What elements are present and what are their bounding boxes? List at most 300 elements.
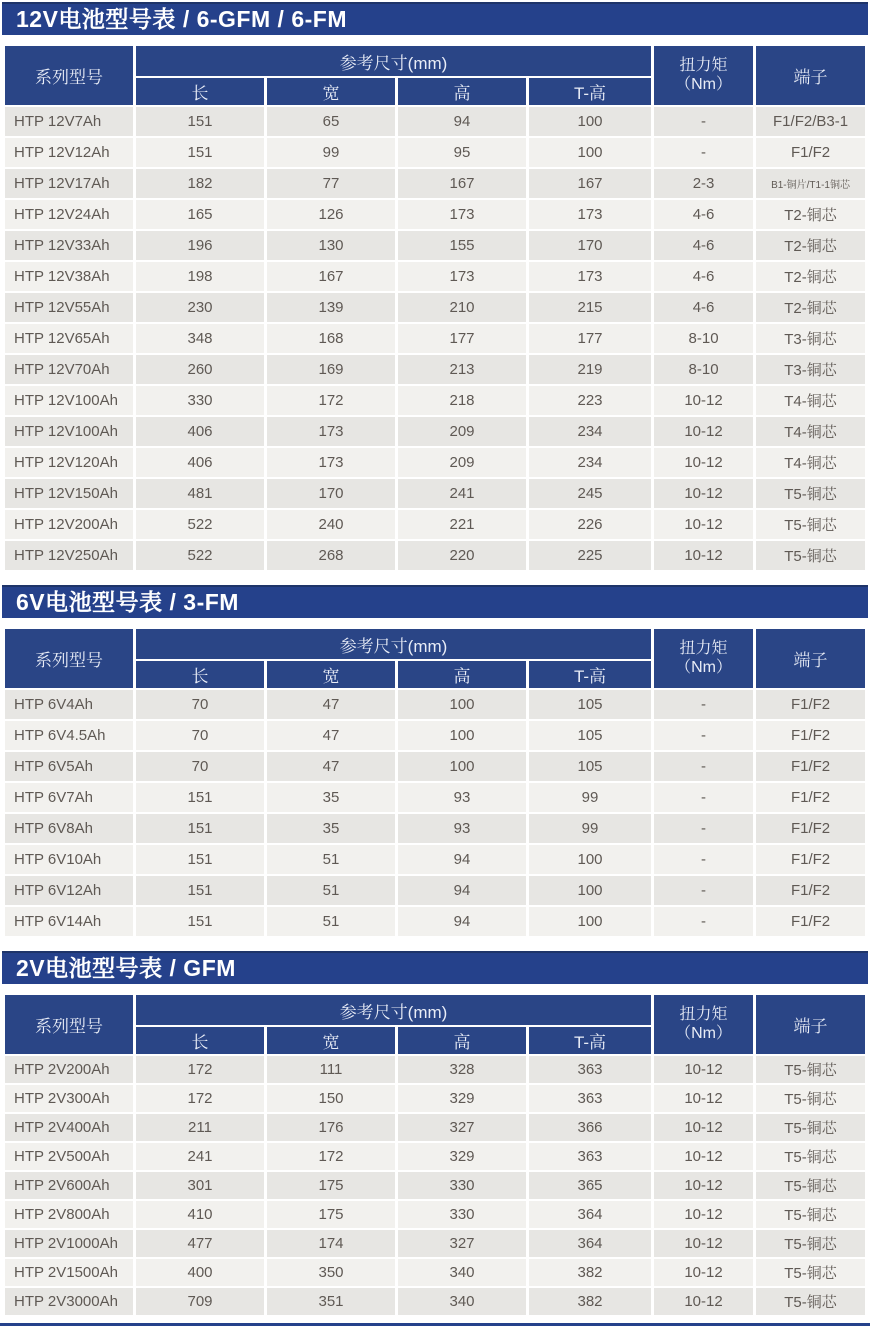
col-header-terminal: 端子 bbox=[756, 995, 865, 1054]
table-row bbox=[5, 386, 865, 415]
height-cell: 330 bbox=[398, 1201, 526, 1228]
t-height-cell: 225 bbox=[529, 541, 651, 570]
length-cell: 230 bbox=[136, 293, 264, 322]
height-cell: 220 bbox=[398, 541, 526, 570]
torque-cell: 10-12 bbox=[654, 510, 753, 539]
table-row bbox=[5, 293, 865, 322]
width-cell: 350 bbox=[267, 1259, 395, 1286]
terminal-cell: T4-铜芯 bbox=[756, 417, 865, 446]
section-title-2v: 2V电池型号表 / GFM bbox=[2, 951, 868, 984]
spec-table-12v bbox=[2, 44, 868, 572]
model-cell: HTP 2V1500Ah bbox=[5, 1259, 133, 1286]
torque-label-line2: （Nm） bbox=[675, 1024, 732, 1042]
width-cell: 150 bbox=[267, 1085, 395, 1112]
height-cell: 329 bbox=[398, 1143, 526, 1170]
length-cell: 151 bbox=[136, 814, 264, 843]
terminal-cell: T4-铜芯 bbox=[756, 448, 865, 477]
terminal-cell: T5-铜芯 bbox=[756, 1056, 865, 1083]
width-cell: 111 bbox=[267, 1056, 395, 1083]
table-header bbox=[5, 995, 865, 1054]
t-height-cell: 219 bbox=[529, 355, 651, 384]
height-cell: 173 bbox=[398, 262, 526, 291]
width-cell: 351 bbox=[267, 1288, 395, 1315]
width-cell: 51 bbox=[267, 876, 395, 905]
t-height-cell: 170 bbox=[529, 231, 651, 260]
torque-cell: 8-10 bbox=[654, 324, 753, 353]
section-title-12v: 12V电池型号表 / 6-GFM / 6-FM bbox=[2, 2, 868, 35]
terminal-cell: T5-铜芯 bbox=[756, 1230, 865, 1257]
torque-cell: - bbox=[654, 107, 753, 136]
terminal-cell: F1/F2 bbox=[756, 752, 865, 781]
length-cell: 172 bbox=[136, 1056, 264, 1083]
table-row bbox=[5, 1056, 865, 1083]
table-row bbox=[5, 876, 865, 905]
length-cell: 70 bbox=[136, 690, 264, 719]
height-cell: 100 bbox=[398, 752, 526, 781]
torque-cell: - bbox=[654, 690, 753, 719]
col-header-height: 高 bbox=[398, 1027, 526, 1054]
height-cell: 328 bbox=[398, 1056, 526, 1083]
t-height-cell: 105 bbox=[529, 690, 651, 719]
table-row bbox=[5, 138, 865, 167]
width-cell: 51 bbox=[267, 845, 395, 874]
table-row bbox=[5, 200, 865, 229]
torque-cell: - bbox=[654, 783, 753, 812]
torque-cell: 4-6 bbox=[654, 200, 753, 229]
terminal-cell: T2-铜芯 bbox=[756, 231, 865, 260]
section-6v bbox=[2, 585, 868, 938]
t-height-cell: 173 bbox=[529, 200, 651, 229]
terminal-cell: T5-铜芯 bbox=[756, 510, 865, 539]
table-body bbox=[5, 1056, 865, 1315]
model-cell: HTP 6V14Ah bbox=[5, 907, 133, 936]
model-cell: HTP 12V70Ah bbox=[5, 355, 133, 384]
length-cell: 196 bbox=[136, 231, 264, 260]
terminal-cell: F1/F2 bbox=[756, 721, 865, 750]
model-cell: HTP 6V12Ah bbox=[5, 876, 133, 905]
model-cell: HTP 12V100Ah bbox=[5, 386, 133, 415]
table-row bbox=[5, 1259, 865, 1286]
height-cell: 94 bbox=[398, 907, 526, 936]
col-header-t-height: T-高 bbox=[529, 661, 651, 688]
torque-cell: 10-12 bbox=[654, 541, 753, 570]
table-row bbox=[5, 752, 865, 781]
col-header-t-height: T-高 bbox=[529, 78, 651, 105]
model-cell: HTP 6V7Ah bbox=[5, 783, 133, 812]
t-height-cell: 364 bbox=[529, 1201, 651, 1228]
model-cell: HTP 2V600Ah bbox=[5, 1172, 133, 1199]
terminal-cell: T5-铜芯 bbox=[756, 1172, 865, 1199]
width-cell: 47 bbox=[267, 690, 395, 719]
height-cell: 93 bbox=[398, 814, 526, 843]
length-cell: 709 bbox=[136, 1288, 264, 1315]
model-cell: HTP 6V5Ah bbox=[5, 752, 133, 781]
spec-table-6v bbox=[2, 627, 868, 938]
length-cell: 522 bbox=[136, 510, 264, 539]
table-row bbox=[5, 169, 865, 198]
height-cell: 100 bbox=[398, 690, 526, 719]
t-height-cell: 363 bbox=[529, 1085, 651, 1112]
torque-label-line1: 扭力矩 bbox=[679, 640, 728, 658]
terminal-cell: T3-铜芯 bbox=[756, 324, 865, 353]
torque-cell: 2-3 bbox=[654, 169, 753, 198]
terminal-cell: T5-铜芯 bbox=[756, 1114, 865, 1141]
table-row bbox=[5, 1201, 865, 1228]
length-cell: 348 bbox=[136, 324, 264, 353]
torque-cell: - bbox=[654, 138, 753, 167]
width-cell: 176 bbox=[267, 1114, 395, 1141]
terminal-cell: F1/F2 bbox=[756, 814, 865, 843]
model-cell: HTP 12V33Ah bbox=[5, 231, 133, 260]
model-cell: HTP 6V4Ah bbox=[5, 690, 133, 719]
torque-cell: - bbox=[654, 876, 753, 905]
section-2v bbox=[2, 951, 868, 1317]
t-height-cell: 223 bbox=[529, 386, 651, 415]
terminal-cell: F1/F2 bbox=[756, 138, 865, 167]
terminal-cell: T3-铜芯 bbox=[756, 355, 865, 384]
model-cell: HTP 6V4.5Ah bbox=[5, 721, 133, 750]
model-cell: HTP 12V100Ah bbox=[5, 417, 133, 446]
t-height-cell: 363 bbox=[529, 1143, 651, 1170]
width-cell: 65 bbox=[267, 107, 395, 136]
width-cell: 47 bbox=[267, 752, 395, 781]
height-cell: 213 bbox=[398, 355, 526, 384]
terminal-cell: F1/F2 bbox=[756, 783, 865, 812]
spec-table-2v bbox=[2, 993, 868, 1317]
width-cell: 174 bbox=[267, 1230, 395, 1257]
t-height-cell: 100 bbox=[529, 876, 651, 905]
table-row bbox=[5, 845, 865, 874]
terminal-cell: T2-铜芯 bbox=[756, 262, 865, 291]
height-cell: 340 bbox=[398, 1288, 526, 1315]
table-row bbox=[5, 907, 865, 936]
t-height-cell: 366 bbox=[529, 1114, 651, 1141]
t-height-cell: 226 bbox=[529, 510, 651, 539]
col-header-terminal: 端子 bbox=[756, 46, 865, 105]
table-row bbox=[5, 783, 865, 812]
table-row bbox=[5, 1143, 865, 1170]
height-cell: 329 bbox=[398, 1085, 526, 1112]
terminal-cell: T5-铜芯 bbox=[756, 1143, 865, 1170]
length-cell: 211 bbox=[136, 1114, 264, 1141]
length-cell: 406 bbox=[136, 448, 264, 477]
width-cell: 35 bbox=[267, 783, 395, 812]
torque-cell: 10-12 bbox=[654, 1143, 753, 1170]
t-height-cell: 382 bbox=[529, 1288, 651, 1315]
terminal-cell: T5-铜芯 bbox=[756, 1259, 865, 1286]
torque-cell: - bbox=[654, 721, 753, 750]
section-title-6v: 6V电池型号表 / 3-FM bbox=[2, 585, 868, 618]
terminal-cell: T4-铜芯 bbox=[756, 386, 865, 415]
t-height-cell: 105 bbox=[529, 721, 651, 750]
torque-cell: 10-12 bbox=[654, 1259, 753, 1286]
terminal-cell: T5-铜芯 bbox=[756, 1201, 865, 1228]
table-row bbox=[5, 510, 865, 539]
col-header-height: 高 bbox=[398, 78, 526, 105]
width-cell: 126 bbox=[267, 200, 395, 229]
t-height-cell: 100 bbox=[529, 845, 651, 874]
torque-cell: 10-12 bbox=[654, 1056, 753, 1083]
length-cell: 241 bbox=[136, 1143, 264, 1170]
table-row bbox=[5, 448, 865, 477]
height-cell: 94 bbox=[398, 876, 526, 905]
width-cell: 173 bbox=[267, 417, 395, 446]
height-cell: 93 bbox=[398, 783, 526, 812]
height-cell: 209 bbox=[398, 417, 526, 446]
table-row bbox=[5, 107, 865, 136]
torque-cell: 10-12 bbox=[654, 1114, 753, 1141]
length-cell: 151 bbox=[136, 138, 264, 167]
torque-cell: - bbox=[654, 814, 753, 843]
height-cell: 210 bbox=[398, 293, 526, 322]
table-row bbox=[5, 231, 865, 260]
terminal-cell: T5-铜芯 bbox=[756, 541, 865, 570]
length-cell: 151 bbox=[136, 907, 264, 936]
width-cell: 167 bbox=[267, 262, 395, 291]
length-cell: 151 bbox=[136, 107, 264, 136]
width-cell: 173 bbox=[267, 448, 395, 477]
height-cell: 94 bbox=[398, 107, 526, 136]
model-cell: HTP 2V300Ah bbox=[5, 1085, 133, 1112]
height-cell: 100 bbox=[398, 721, 526, 750]
t-height-cell: 382 bbox=[529, 1259, 651, 1286]
height-cell: 209 bbox=[398, 448, 526, 477]
table-row bbox=[5, 355, 865, 384]
height-cell: 94 bbox=[398, 845, 526, 874]
length-cell: 410 bbox=[136, 1201, 264, 1228]
model-cell: HTP 2V1000Ah bbox=[5, 1230, 133, 1257]
table-header bbox=[5, 46, 865, 105]
model-cell: HTP 12V17Ah bbox=[5, 169, 133, 198]
col-header-terminal: 端子 bbox=[756, 629, 865, 688]
t-height-cell: 105 bbox=[529, 752, 651, 781]
col-header-length: 长 bbox=[136, 78, 264, 105]
length-cell: 151 bbox=[136, 876, 264, 905]
col-header-torque bbox=[654, 629, 753, 688]
length-cell: 172 bbox=[136, 1085, 264, 1112]
col-header-dimensions: 参考尺寸(mm) bbox=[136, 995, 651, 1025]
table-row bbox=[5, 417, 865, 446]
width-cell: 172 bbox=[267, 1143, 395, 1170]
col-header-dimensions: 参考尺寸(mm) bbox=[136, 46, 651, 76]
terminal-cell: T5-铜芯 bbox=[756, 479, 865, 508]
torque-cell: 10-12 bbox=[654, 417, 753, 446]
torque-label-line1: 扭力矩 bbox=[679, 57, 728, 75]
terminal-cell: F1/F2 bbox=[756, 690, 865, 719]
t-height-cell: 100 bbox=[529, 138, 651, 167]
t-height-cell: 177 bbox=[529, 324, 651, 353]
length-cell: 70 bbox=[136, 752, 264, 781]
table-body bbox=[5, 107, 865, 570]
terminal-cell: T5-铜芯 bbox=[756, 1288, 865, 1315]
col-header-model: 系列型号 bbox=[5, 995, 133, 1054]
length-cell: 481 bbox=[136, 479, 264, 508]
model-cell: HTP 12V150Ah bbox=[5, 479, 133, 508]
model-cell: HTP 2V400Ah bbox=[5, 1114, 133, 1141]
torque-cell: 4-6 bbox=[654, 293, 753, 322]
torque-cell: 8-10 bbox=[654, 355, 753, 384]
length-cell: 198 bbox=[136, 262, 264, 291]
torque-cell: 10-12 bbox=[654, 479, 753, 508]
width-cell: 47 bbox=[267, 721, 395, 750]
model-cell: HTP 12V38Ah bbox=[5, 262, 133, 291]
table-row bbox=[5, 1085, 865, 1112]
width-cell: 175 bbox=[267, 1201, 395, 1228]
col-header-width: 宽 bbox=[267, 1027, 395, 1054]
torque-cell: - bbox=[654, 752, 753, 781]
table-row bbox=[5, 262, 865, 291]
width-cell: 169 bbox=[267, 355, 395, 384]
table-row bbox=[5, 1172, 865, 1199]
length-cell: 151 bbox=[136, 783, 264, 812]
length-cell: 522 bbox=[136, 541, 264, 570]
length-cell: 260 bbox=[136, 355, 264, 384]
width-cell: 168 bbox=[267, 324, 395, 353]
t-height-cell: 363 bbox=[529, 1056, 651, 1083]
table-row bbox=[5, 721, 865, 750]
width-cell: 268 bbox=[267, 541, 395, 570]
height-cell: 340 bbox=[398, 1259, 526, 1286]
width-cell: 77 bbox=[267, 169, 395, 198]
table-row bbox=[5, 1288, 865, 1315]
model-cell: HTP 2V3000Ah bbox=[5, 1288, 133, 1315]
model-cell: HTP 2V500Ah bbox=[5, 1143, 133, 1170]
width-cell: 170 bbox=[267, 479, 395, 508]
torque-cell: 10-12 bbox=[654, 1230, 753, 1257]
col-header-length: 长 bbox=[136, 1027, 264, 1054]
terminal-cell: F1/F2 bbox=[756, 845, 865, 874]
length-cell: 477 bbox=[136, 1230, 264, 1257]
torque-cell: 10-12 bbox=[654, 1085, 753, 1112]
model-cell: HTP 12V200Ah bbox=[5, 510, 133, 539]
table-row bbox=[5, 1114, 865, 1141]
table-row bbox=[5, 1230, 865, 1257]
t-height-cell: 364 bbox=[529, 1230, 651, 1257]
t-height-cell: 100 bbox=[529, 107, 651, 136]
col-header-t-height: T-高 bbox=[529, 1027, 651, 1054]
t-height-cell: 99 bbox=[529, 814, 651, 843]
col-header-width: 宽 bbox=[267, 661, 395, 688]
table-row bbox=[5, 324, 865, 353]
torque-label-line2: （Nm） bbox=[675, 75, 732, 93]
length-cell: 70 bbox=[136, 721, 264, 750]
height-cell: 241 bbox=[398, 479, 526, 508]
torque-cell: 10-12 bbox=[654, 386, 753, 415]
model-cell: HTP 6V8Ah bbox=[5, 814, 133, 843]
t-height-cell: 173 bbox=[529, 262, 651, 291]
height-cell: 327 bbox=[398, 1114, 526, 1141]
table-row bbox=[5, 814, 865, 843]
height-cell: 155 bbox=[398, 231, 526, 260]
torque-label-line2: （Nm） bbox=[675, 658, 732, 676]
model-cell: HTP 2V200Ah bbox=[5, 1056, 133, 1083]
torque-label-line1: 扭力矩 bbox=[679, 1006, 728, 1024]
t-height-cell: 234 bbox=[529, 417, 651, 446]
width-cell: 35 bbox=[267, 814, 395, 843]
col-header-length: 长 bbox=[136, 661, 264, 688]
torque-cell: 10-12 bbox=[654, 1201, 753, 1228]
width-cell: 130 bbox=[267, 231, 395, 260]
torque-cell: 4-6 bbox=[654, 231, 753, 260]
length-cell: 406 bbox=[136, 417, 264, 446]
model-cell: HTP 12V120Ah bbox=[5, 448, 133, 477]
length-cell: 400 bbox=[136, 1259, 264, 1286]
width-cell: 175 bbox=[267, 1172, 395, 1199]
table-row bbox=[5, 541, 865, 570]
model-cell: HTP 12V24Ah bbox=[5, 200, 133, 229]
terminal-cell: T5-铜芯 bbox=[756, 1085, 865, 1112]
col-header-model: 系列型号 bbox=[5, 46, 133, 105]
width-cell: 139 bbox=[267, 293, 395, 322]
table-row bbox=[5, 479, 865, 508]
height-cell: 327 bbox=[398, 1230, 526, 1257]
width-cell: 172 bbox=[267, 386, 395, 415]
t-height-cell: 234 bbox=[529, 448, 651, 477]
height-cell: 95 bbox=[398, 138, 526, 167]
terminal-cell: F1/F2 bbox=[756, 907, 865, 936]
length-cell: 182 bbox=[136, 169, 264, 198]
model-cell: HTP 2V800Ah bbox=[5, 1201, 133, 1228]
torque-cell: - bbox=[654, 907, 753, 936]
col-header-height: 高 bbox=[398, 661, 526, 688]
table-body bbox=[5, 690, 865, 936]
height-cell: 173 bbox=[398, 200, 526, 229]
terminal-cell: F1/F2/B3-1 bbox=[756, 107, 865, 136]
model-cell: HTP 12V55Ah bbox=[5, 293, 133, 322]
width-cell: 51 bbox=[267, 907, 395, 936]
t-height-cell: 167 bbox=[529, 169, 651, 198]
width-cell: 99 bbox=[267, 138, 395, 167]
col-header-torque bbox=[654, 46, 753, 105]
section-12v bbox=[2, 2, 868, 572]
model-cell: HTP 12V12Ah bbox=[5, 138, 133, 167]
col-header-width: 宽 bbox=[267, 78, 395, 105]
height-cell: 167 bbox=[398, 169, 526, 198]
length-cell: 151 bbox=[136, 845, 264, 874]
terminal-cell: T2-铜芯 bbox=[756, 200, 865, 229]
col-header-torque bbox=[654, 995, 753, 1054]
col-header-model: 系列型号 bbox=[5, 629, 133, 688]
terminal-cell: T2-铜芯 bbox=[756, 293, 865, 322]
t-height-cell: 365 bbox=[529, 1172, 651, 1199]
table-header bbox=[5, 629, 865, 688]
model-cell: HTP 6V10Ah bbox=[5, 845, 133, 874]
torque-cell: - bbox=[654, 845, 753, 874]
height-cell: 330 bbox=[398, 1172, 526, 1199]
torque-cell: 10-12 bbox=[654, 448, 753, 477]
height-cell: 177 bbox=[398, 324, 526, 353]
terminal-cell: F1/F2 bbox=[756, 876, 865, 905]
length-cell: 330 bbox=[136, 386, 264, 415]
width-cell: 240 bbox=[267, 510, 395, 539]
height-cell: 218 bbox=[398, 386, 526, 415]
model-cell: HTP 12V7Ah bbox=[5, 107, 133, 136]
terminal-cell: B1-铜片/T1-1铜芯 bbox=[756, 169, 865, 198]
table-row bbox=[5, 690, 865, 719]
torque-cell: 10-12 bbox=[654, 1172, 753, 1199]
length-cell: 165 bbox=[136, 200, 264, 229]
t-height-cell: 99 bbox=[529, 783, 651, 812]
model-cell: HTP 12V250Ah bbox=[5, 541, 133, 570]
model-cell: HTP 12V65Ah bbox=[5, 324, 133, 353]
height-cell: 221 bbox=[398, 510, 526, 539]
t-height-cell: 215 bbox=[529, 293, 651, 322]
length-cell: 301 bbox=[136, 1172, 264, 1199]
torque-cell: 10-12 bbox=[654, 1288, 753, 1315]
t-height-cell: 245 bbox=[529, 479, 651, 508]
col-header-dimensions: 参考尺寸(mm) bbox=[136, 629, 651, 659]
torque-cell: 4-6 bbox=[654, 262, 753, 291]
